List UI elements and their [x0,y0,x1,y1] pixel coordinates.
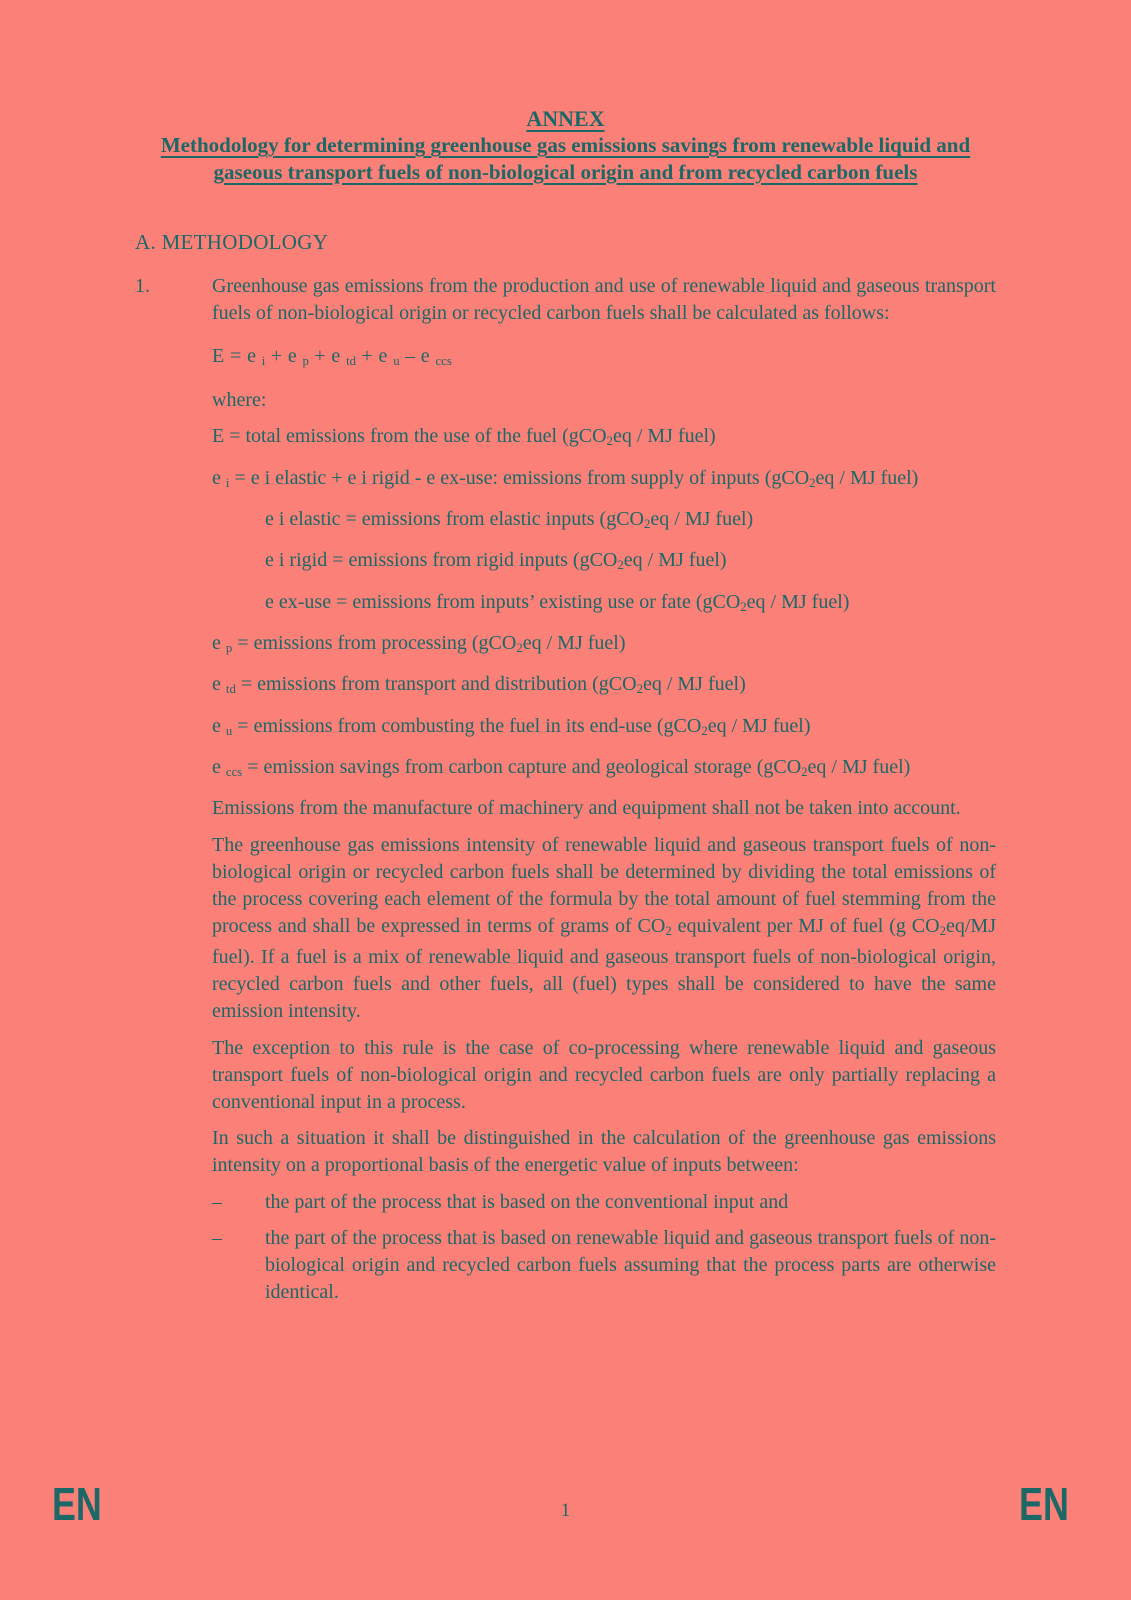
subscript: 2 [939,923,946,938]
block-subpara: e i elastic = emissions from elastic inputs (gCO$_2$eq / MJ fuel) [265,507,754,531]
block-para: e $_i$ = e i elastic + e i rigid - e ex-use: emissions from supply of inputs (gCO$_2$eq / MJ fuel) [212,466,919,490]
bullet-marker: – [212,1190,222,1213]
subscript: 2 [740,599,747,614]
block-formula: E = e $_i$ + e $_p$ + e $_{td}$ + e $_u$ – e $_{ccs}$ [212,345,452,368]
document-body [135,273,996,1306]
subscript: i [261,353,266,368]
block-para: where: [212,388,267,411]
block-para: e $_{td}$ = emissions from transport and distribution (gCO$_2$eq / MJ fuel) [212,673,746,696]
document-title: Methodology for determining greenhouse gas emissions savings from renewable liquid and gaseous transport fuels of non-biological origin and from recycled carbon fuels [160,133,971,184]
block-subpara: e ex-use = emissions from inputs’ existing use or fate (gCO$_2$eq / MJ fuel) [265,590,850,614]
paragraph-number: 1. [135,275,150,297]
subscript: ccs [225,764,243,779]
footer-lang-left: EN [52,1478,102,1530]
block-subpara: e i rigid = emissions from rigid inputs (gCO$_2$eq / MJ fuel) [265,549,727,573]
block-para: Emissions from the manufacture of machinery and equipment shall not be taken into account. [212,797,961,820]
subscript: 2 [606,434,613,449]
subscript: 2 [801,764,808,779]
subscript: td [225,682,236,696]
subscript: td [346,353,357,368]
subscript: 2 [809,475,816,490]
section-heading: A. METHODOLOGY [135,230,329,254]
bullet-marker: – [212,1227,222,1250]
subscript: 2 [665,923,672,938]
block-para: e $_{ccs}$ = emission savings from carbon capture and geological storage (gCO$_2$eq / MJ fuel) [212,755,911,779]
block-bullet [212,1189,996,1216]
subscript: 2 [516,640,523,655]
block-para: The exception to this rule is the case of co-processing where renewable liquid and gaseous transport fuels of non-biological origin and recycled carbon fuels are only partially replacing a conventional input in a process. [212,1036,996,1113]
subscript: p [225,640,233,655]
block-para: The greenhouse gas emissions intensity of renewable liquid and gaseous transport fuels of non-biological origin or recycled carbon fuels shall be determined by dividing the total emissions of the process covering each element of the formula by the total amount of fuel stemming from the process and shall be expressed in terms of grams of $CO_2$ equivalent per MJ of fuel (g $CO_2eq/MJ$ fuel). If a fuel is a mix of renewable liquid and gaseous transport fuels of non-biological origin, recycled carbon fuels and other fuels, all (fuel) types shall be considered to have the same emission intensity. [212,833,996,1023]
subscript: i [225,475,230,490]
paragraph-text: the part of the process that is based on renewable liquid and gaseous transport fuels of non-biological origin and recycled carbon fuels assuming that the process parts are otherwise identical. [265,1227,996,1304]
subscript: ccs [435,353,452,368]
paragraph-text: Greenhouse gas emissions from the production and use of renewable liquid and gaseous transport fuels of non-biological origin or recycled carbon fuels shall be calculated as follows: [212,275,996,324]
block-para: E = total emissions from the use of the fuel (gCO$_2$eq / MJ fuel) [212,425,716,449]
subscript: u [393,353,400,368]
footer-lang-right: EN [1019,1478,1069,1530]
block-numbered [135,273,996,327]
subscript: 2 [644,516,651,531]
subscript: 2 [617,558,624,573]
subscript: 2 [636,682,643,696]
footer-page-number: 1 [560,1500,571,1521]
annex-title: ANNEX [526,106,605,131]
title-block [135,106,996,185]
block-para: e $_u$ = emissions from combusting the fuel in its end-use (gCO$_2$eq / MJ fuel) [212,714,811,738]
block-para: e $_p$ = emissions from processing (gCO$_2$eq / MJ fuel) [212,631,626,655]
subscript: p [302,353,309,368]
paragraph-text: the part of the process that is based on the conventional input and [265,1190,789,1213]
subscript: u [225,723,233,738]
subscript: 2 [701,723,708,738]
block-para: In such a situation it shall be distinguished in the calculation of the greenhouse gas emissions intensity on a proportional basis of the energetic value of inputs between: [212,1127,996,1177]
block-bullet [212,1225,996,1306]
